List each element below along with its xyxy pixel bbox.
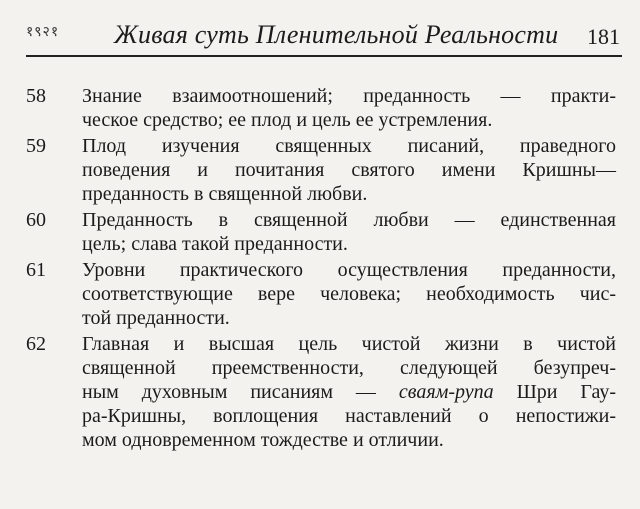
- handwritten-note: १९२१: [26, 24, 60, 40]
- running-title: Живая суть Пленительной Реальности: [114, 20, 559, 49]
- entry-list: [26, 84, 616, 454]
- entry-line-segment: ным духовным писаниям —: [82, 381, 376, 403]
- entry-line: мом одновременном тождестве и отличии.: [82, 429, 444, 451]
- entry-line: ческое средство; ее плод и цель ее устремления.: [82, 109, 493, 131]
- entry-line: цель; слава такой преданности.: [82, 233, 348, 255]
- entry-line: поведения и почитания святого имени Кришны—: [82, 159, 616, 181]
- entry-line: ра-Кришны, воплощения наставлений о непостижи-: [82, 405, 616, 427]
- page-header: [26, 16, 622, 52]
- entry-61: [26, 258, 616, 330]
- entry-line: Знание взаимоотношений; преданность — практи-: [82, 85, 616, 107]
- entry-text: [82, 258, 616, 330]
- entry-number: 62: [26, 333, 46, 355]
- entry-number: 58: [26, 85, 46, 107]
- entry-line: Главная и высшая цель чистой жизни в чистой: [82, 333, 616, 355]
- entry-text: [82, 332, 616, 452]
- entry-text: [82, 84, 616, 132]
- entry-59: [26, 134, 616, 206]
- entry-number: 59: [26, 135, 46, 157]
- header-rule: [26, 55, 622, 57]
- entry-line: той преданности.: [82, 307, 230, 329]
- entry-60: [26, 208, 616, 256]
- italic-term: сваям-рупа: [398, 381, 494, 403]
- entry-line-segment: Шри Гау-: [516, 381, 617, 403]
- entry-number: 61: [26, 259, 46, 281]
- entry-line: Уровни практического осуществления преданности,: [82, 259, 616, 281]
- entry-line: Плод изучения священных писаний, праведного: [82, 135, 616, 157]
- entry-62: [26, 332, 616, 452]
- entry-text: [82, 134, 616, 206]
- entry-line: Преданность в священной любви — единственная: [82, 209, 616, 231]
- entry-line: священной преемственности, следующей безупреч-: [82, 357, 616, 379]
- entry-line-mixed: [82, 380, 616, 404]
- entry-58: [26, 84, 616, 132]
- entry-line: преданность в священной любви.: [82, 183, 368, 205]
- page-number: 181: [587, 24, 620, 49]
- entry-number: 60: [26, 209, 46, 231]
- entry-line: соответствующие вере человека; необходимость чис-: [82, 283, 616, 305]
- entry-text: [82, 208, 616, 256]
